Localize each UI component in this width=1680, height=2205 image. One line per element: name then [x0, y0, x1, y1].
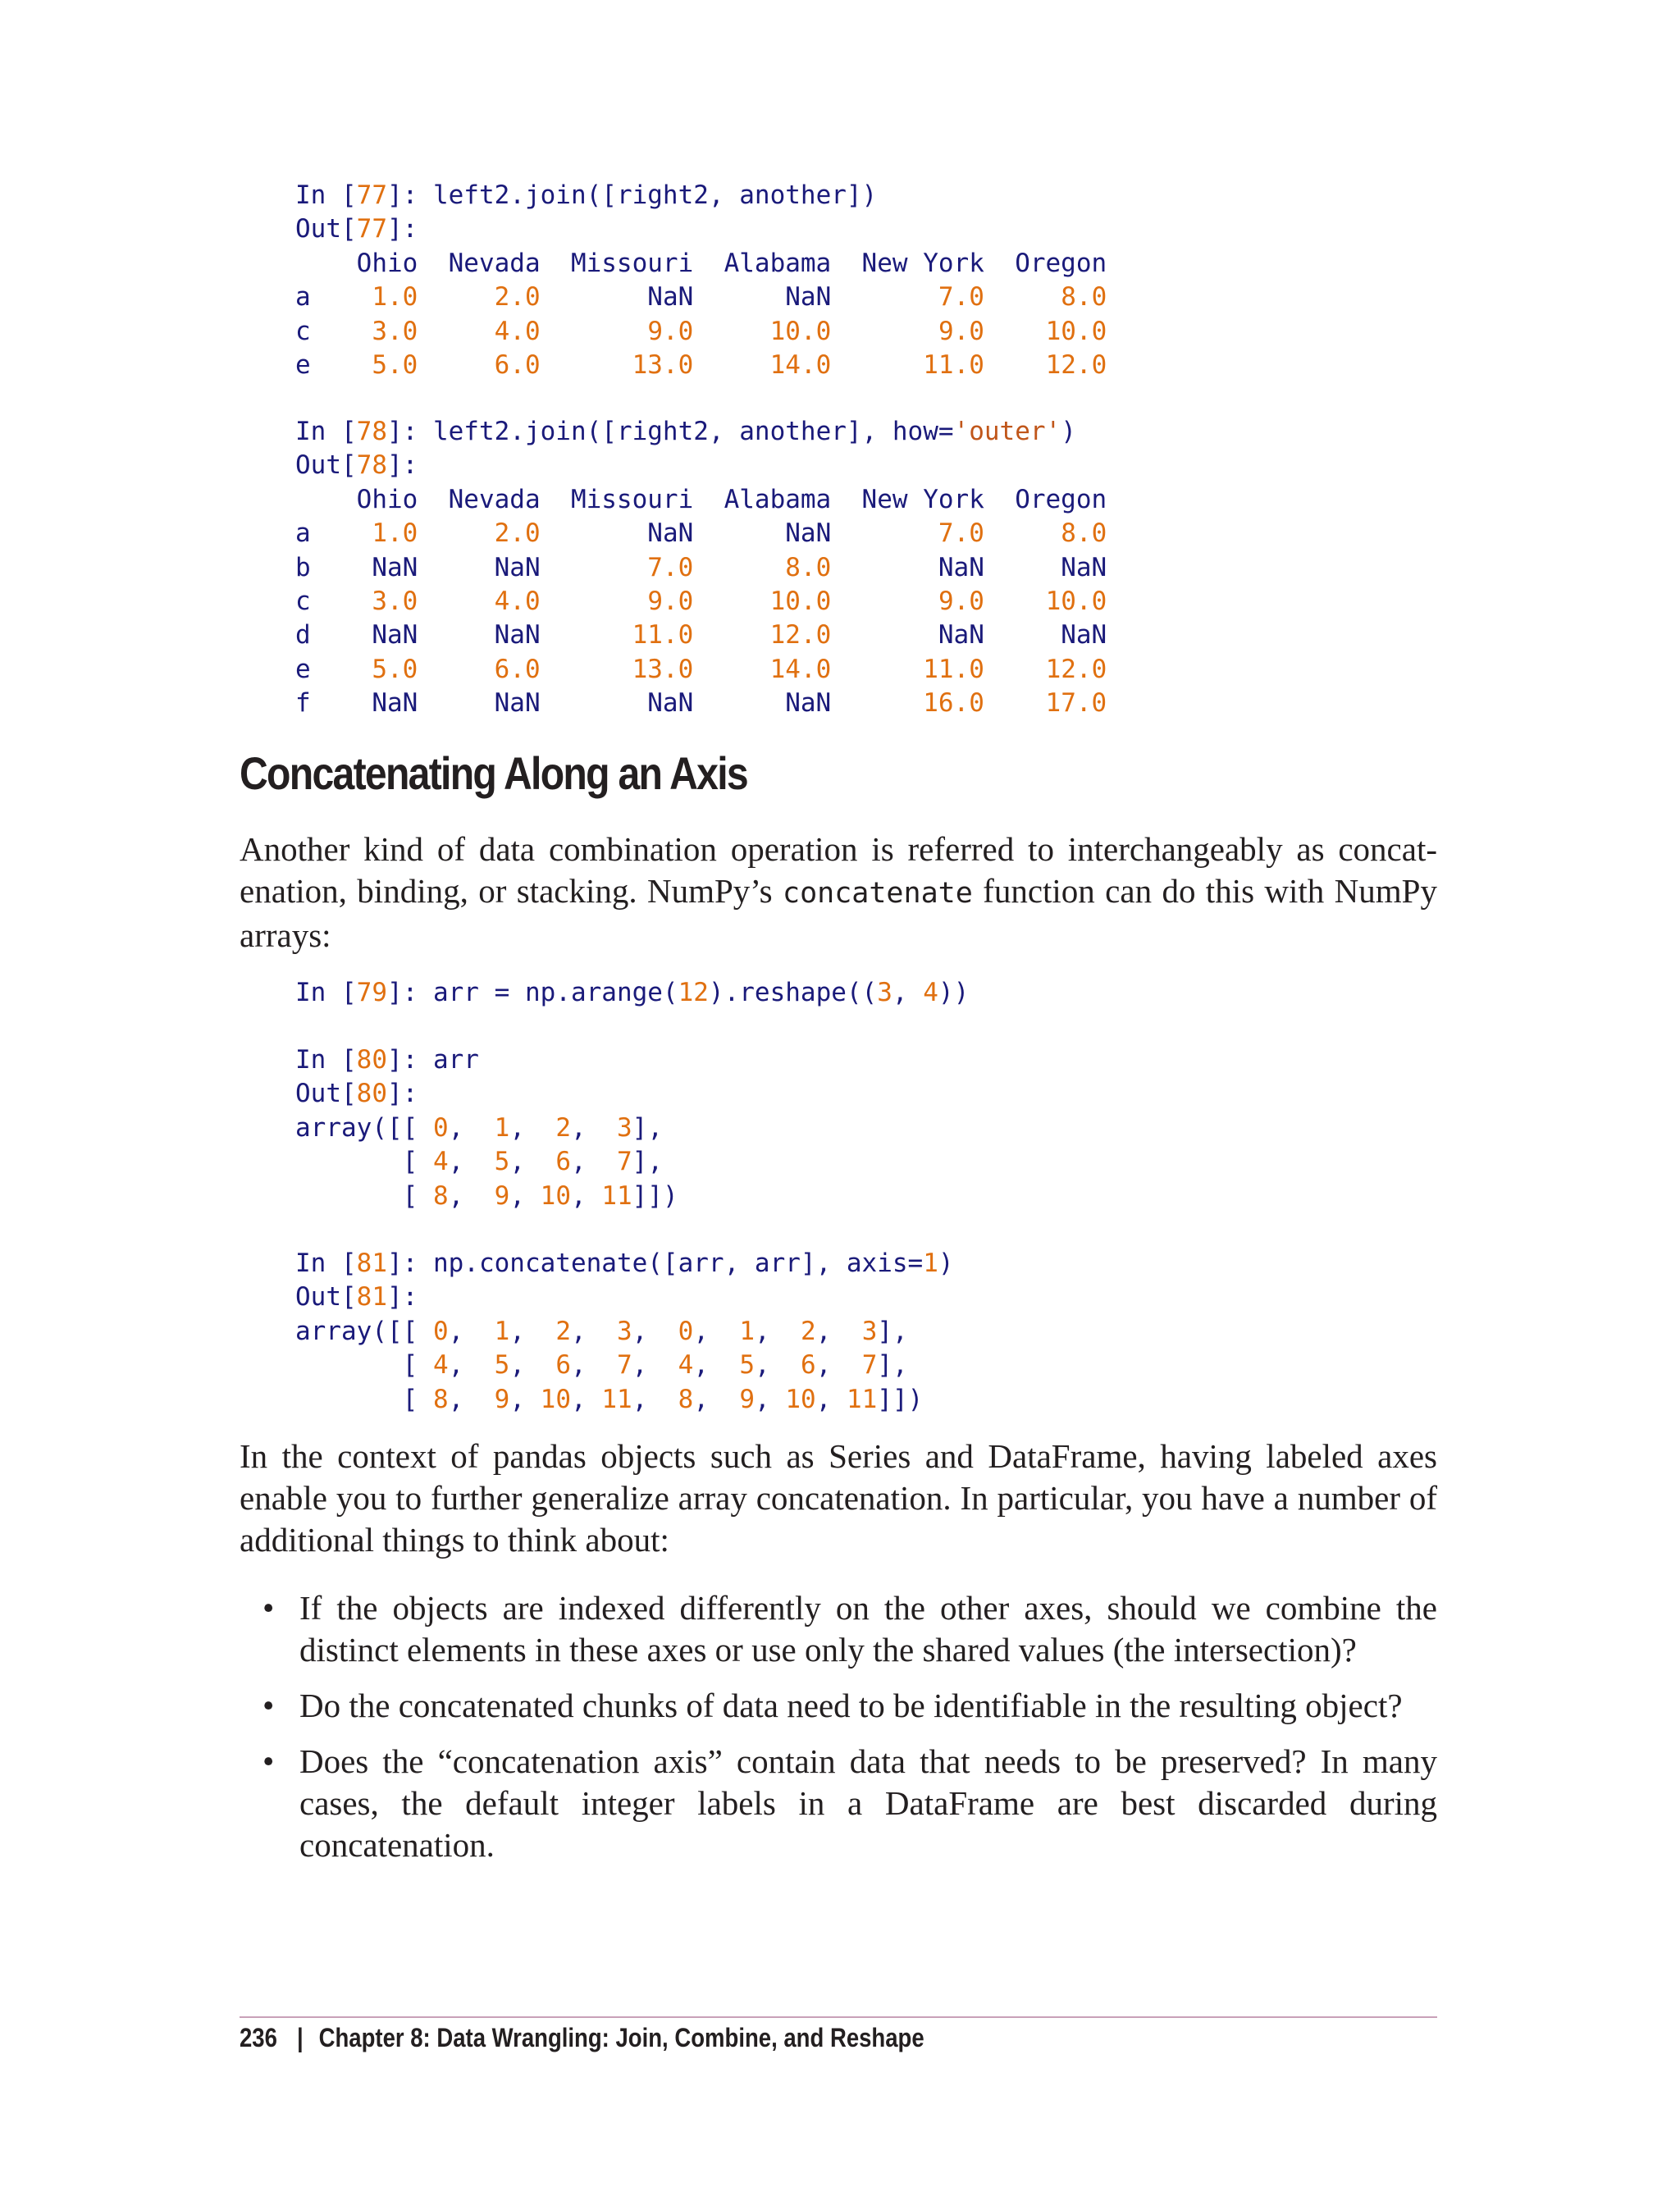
footer-rule	[240, 2016, 1437, 2018]
paragraph-pandas: In the context of pandas objects such as Series and DataFrame, having labeled axes enable you to further generalize array concatenation. In particular, you have a number of additional things to think about:	[240, 1437, 1437, 1559]
section-heading: Concatenating Along an Axis	[240, 747, 747, 799]
chapter-title: Chapter 8: Data Wrangling: Join, Combine, and Reshape	[318, 2023, 924, 2052]
code-block-in81: In [81]: np.concatenate([arr, arr], axis=1) Out[81]: array([[ 0, 1, 2, 3, 0, 1, 2, 3], [ 4, 5, 6, 7, 4, 5, 6, 7], [ 8, 9, 10, 11, 8, 9, 10, 11]])	[295, 1249, 954, 1414]
code-block-in79: In [79]: arr = np.arange(12).reshape((3, 4))	[295, 978, 970, 1007]
paragraph-intro	[240, 829, 1437, 956]
bullet-text: If the objects are indexed differently on the other axes, should we combine the distinct elements in these axes or use only the shared values (the intersection)?	[299, 1589, 1437, 1669]
code-block-in77: In [77]: left2.join([right2, another]) Out[77]: Ohio Nevada Missouri Alabama New York Oregon a 1.0 2.0 NaN NaN 7.0 8.0 c 3.0 4.0 9.0 10.0 9.0 10.0 e 5.0 6.0 13.0 14.0 11.0 12.0	[295, 180, 1107, 381]
page-footer	[240, 2023, 924, 2053]
paragraph-intro-text-b: function can do this with NumPy arrays:	[240, 872, 1437, 954]
bullet-text: Does the “concatenation axis” contain data that needs to be preserved? In many cases, the default integer labels in a DataFrame are best discarded during concatenation.	[299, 1742, 1437, 1864]
bullet-dot-icon: •	[262, 1687, 275, 1724]
page-number: 236	[240, 2023, 277, 2052]
bullet-dot-icon: •	[262, 1742, 275, 1780]
bullet-item	[240, 1587, 1437, 1671]
paragraph-intro-text-a: Another kind of data combination operation is referred to interchangeably as concatenation, binding, or stacking. NumPy’s	[240, 830, 1437, 910]
bullet-text: Do the concatenated chunks of data need to be identifiable in the resulting object?	[299, 1687, 1403, 1724]
concatenate-code: concatenate	[783, 877, 973, 910]
considerations-list	[240, 1587, 1437, 1880]
bullet-item	[240, 1741, 1437, 1866]
code-block-in80: In [80]: arr Out[80]: array([[ 0, 1, 2, 3], [ 4, 5, 6, 7], [ 8, 9, 10, 11]])	[295, 1045, 678, 1211]
code-block-in78: In [78]: left2.join([right2, another], how='outer') Out[78]: Ohio Nevada Missouri Alabama New York Oregon a 1.0 2.0 NaN NaN 7.0 8.0 b NaN NaN 7.0 8.0 NaN NaN c 3.0 4.0 9.0 10.0 9.0 10.0 d NaN NaN 11.0 12.0 NaN NaN e 5.0 6.0 13.0 14.0 11.0 12.0 f NaN NaN NaN NaN 16.0 17.0	[295, 417, 1107, 719]
bullet-item	[240, 1685, 1437, 1727]
footer-separator: |	[296, 2023, 304, 2052]
bullet-dot-icon: •	[262, 1589, 275, 1627]
